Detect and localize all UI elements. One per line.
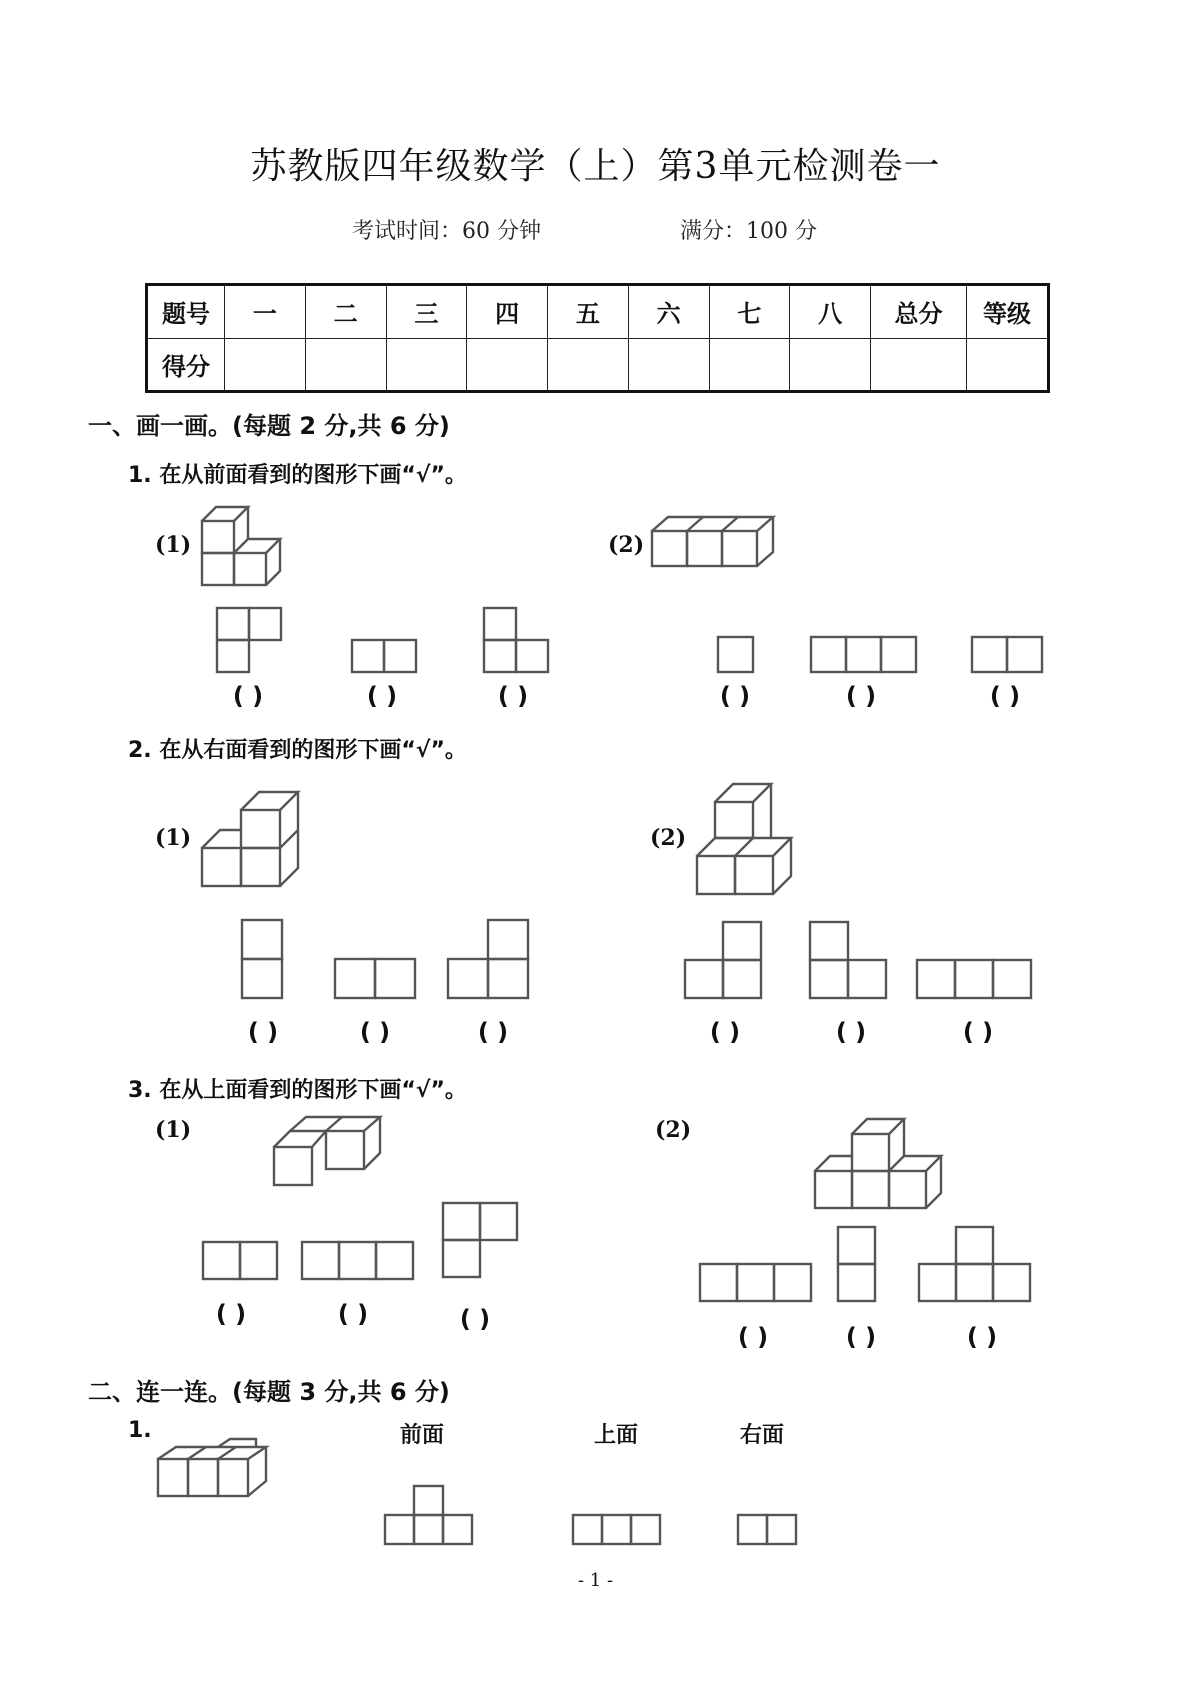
answer-blank[interactable]: ( ) (989, 682, 1021, 710)
score-table-row-label: 得分 (147, 338, 225, 392)
score-table-cell: 题号 (147, 285, 225, 339)
q1-part2-label: (2) (608, 532, 645, 558)
score-input-cell[interactable] (709, 338, 790, 392)
top-view-figure (571, 1513, 663, 1548)
page-number: - 1 - (577, 1570, 614, 1591)
view-label-top: 上面 (594, 1423, 639, 1448)
question-3-label: 3. 在从上面看到的图形下画“√”。 (128, 1078, 467, 1103)
answer-blank[interactable]: ( ) (962, 1018, 994, 1046)
score-table (145, 283, 1050, 393)
score-table-header-row (147, 285, 1049, 339)
q3-part2-label: (2) (655, 1117, 692, 1143)
q3-part1-option-a (201, 1240, 279, 1280)
q1-part1-option-a (215, 606, 285, 672)
score-table-cell: 等级 (967, 285, 1049, 339)
q2-part2-option-a (683, 920, 765, 1002)
view-label-right: 右面 (740, 1423, 785, 1448)
answer-blank[interactable]: ( ) (232, 682, 264, 710)
score-table-cell: 八 (790, 285, 871, 339)
answer-blank[interactable]: ( ) (966, 1323, 998, 1351)
full-score: 满分：100 分 (680, 219, 817, 244)
q2-part2-option-b (808, 920, 890, 1002)
score-table-cell: 六 (628, 285, 709, 339)
q1-part2-option-b (809, 635, 919, 673)
q2-part2-label: (2) (650, 825, 687, 851)
score-table-cell: 总分 (871, 285, 967, 339)
score-input-cell[interactable] (967, 338, 1049, 392)
question-1-label: 1. 在从前面看到的图形下画“√”。 (128, 463, 467, 488)
answer-blank[interactable]: ( ) (497, 682, 529, 710)
q3-part1-option-b (300, 1240, 416, 1280)
exam-time: 考试时间：60 分钟 (352, 219, 541, 244)
answer-blank[interactable]: ( ) (337, 1300, 369, 1328)
q1-part2-option-a (716, 635, 756, 673)
q1-part1-solid-figure (200, 505, 290, 590)
answer-blank[interactable]: ( ) (215, 1300, 247, 1328)
page-title: 苏教版四年级数学（上）第3单元检测卷一 (250, 146, 941, 187)
q2-part1-option-b (333, 957, 417, 998)
front-view-figure (384, 1484, 476, 1548)
s2-question-1-label: 1. (128, 1418, 152, 1443)
answer-blank[interactable]: ( ) (709, 1018, 741, 1046)
section-1-heading: 一、画一画。(每题 2 分,共 6 分) (88, 412, 450, 440)
answer-blank[interactable]: ( ) (719, 682, 751, 710)
s2-solid-figure (156, 1437, 272, 1499)
score-input-cell[interactable] (386, 338, 467, 392)
q3-part1-solid-figure (272, 1115, 382, 1191)
score-table-cell: 二 (305, 285, 386, 339)
score-table-cell: 五 (548, 285, 629, 339)
answer-blank[interactable]: ( ) (845, 682, 877, 710)
q3-part2-option-a (698, 1262, 814, 1302)
q1-part2-option-c (970, 635, 1046, 673)
answer-blank[interactable]: ( ) (359, 1018, 391, 1046)
view-label-front: 前面 (400, 1423, 445, 1448)
answer-blank[interactable]: ( ) (845, 1323, 877, 1351)
score-table-cell: 一 (225, 285, 306, 339)
q3-part2-solid-figure (813, 1117, 948, 1212)
score-input-cell[interactable] (467, 338, 548, 392)
q2-part2-option-c (915, 958, 1035, 1002)
score-input-cell[interactable] (871, 338, 967, 392)
q1-part1-option-c (482, 606, 552, 672)
q3-part2-option-b (836, 1225, 878, 1303)
q2-part1-label: (1) (155, 825, 192, 851)
q1-part1-option-b (350, 638, 420, 672)
score-input-cell[interactable] (628, 338, 709, 392)
answer-blank[interactable]: ( ) (835, 1018, 867, 1046)
q3-part1-option-c (441, 1201, 519, 1279)
q2-part2-solid-figure (695, 782, 795, 900)
q1-part2-solid-figure (650, 515, 780, 575)
q2-part1-option-a (240, 918, 284, 998)
answer-blank[interactable]: ( ) (477, 1018, 509, 1046)
question-2-label: 2. 在从右面看到的图形下画“√”。 (128, 738, 467, 763)
answer-blank[interactable]: ( ) (366, 682, 398, 710)
section-2-heading: 二、连一连。(每题 3 分,共 6 分) (88, 1378, 450, 1406)
score-input-cell[interactable] (790, 338, 871, 392)
q3-part2-option-c (917, 1225, 1033, 1303)
q1-part1-label: (1) (155, 532, 192, 558)
score-table-score-row (147, 338, 1049, 392)
q3-part1-label: (1) (155, 1117, 192, 1143)
answer-blank[interactable]: ( ) (737, 1323, 769, 1351)
answer-blank[interactable]: ( ) (459, 1305, 491, 1333)
score-table-cell: 三 (386, 285, 467, 339)
score-table-cell: 七 (709, 285, 790, 339)
q2-part1-solid-figure (200, 790, 305, 890)
score-input-cell[interactable] (548, 338, 629, 392)
score-input-cell[interactable] (225, 338, 306, 392)
score-input-cell[interactable] (305, 338, 386, 392)
q2-part1-option-c (446, 918, 530, 998)
answer-blank[interactable]: ( ) (247, 1018, 279, 1046)
score-table-cell: 四 (467, 285, 548, 339)
right-view-figure (736, 1513, 800, 1548)
